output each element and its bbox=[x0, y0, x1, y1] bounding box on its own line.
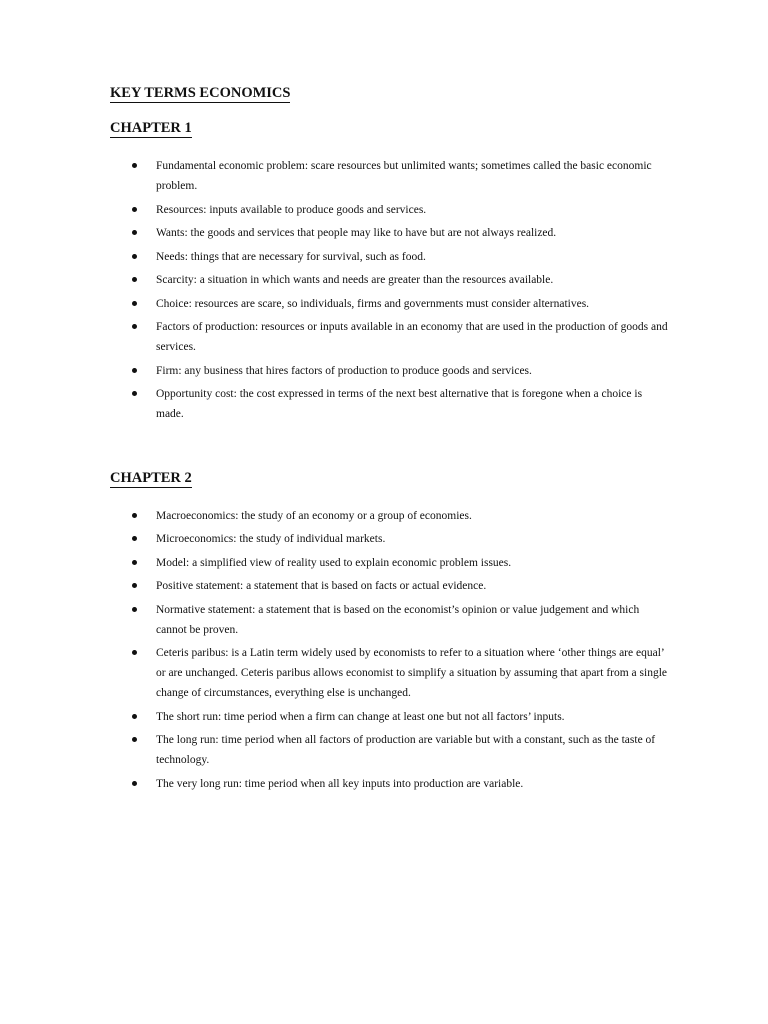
term-text: The long run: time period when all factors of production are variable but with a constant, such as the taste of technology. bbox=[156, 734, 656, 766]
list-item bbox=[110, 553, 670, 573]
term-text: Factors of production: resources or inputs available in an economy that are used in the production of goods and services. bbox=[156, 321, 668, 353]
bullet-icon bbox=[132, 254, 137, 259]
bullet-icon bbox=[132, 650, 137, 655]
bullet-icon bbox=[132, 230, 137, 235]
bullet-icon bbox=[132, 536, 137, 541]
term-text: The very long run: time period when all key inputs into production are variable. bbox=[156, 777, 524, 790]
term-text: Microeconomics: the study of individual markets. bbox=[156, 533, 386, 545]
term-text: Resources: inputs available to produce goods and services. bbox=[156, 203, 427, 216]
list-item bbox=[110, 200, 670, 220]
bullet-icon bbox=[132, 737, 137, 742]
chapter-1-heading: CHAPTER 1 bbox=[110, 120, 192, 136]
list-item bbox=[110, 294, 670, 314]
bullet-icon bbox=[132, 714, 137, 719]
term-text: The short run: time period when a firm can change at least one but not all factors’ inputs. bbox=[156, 710, 565, 723]
chapter-2-section bbox=[110, 428, 670, 794]
chapter-1-section bbox=[110, 103, 670, 424]
term-text: Wants: the goods and services that people may like to have but are not always realized. bbox=[156, 227, 557, 239]
term-text: Normative statement: a statement that is based on the economist’s opinion or value judgement and which cannot be proven. bbox=[156, 603, 640, 636]
list-item bbox=[110, 384, 670, 424]
list-item bbox=[110, 223, 670, 243]
bullet-icon bbox=[132, 513, 137, 518]
list-item bbox=[110, 707, 670, 727]
term-text: Fundamental economic problem: scare resources but unlimited wants; sometimes called the basic economic problem. bbox=[156, 160, 652, 192]
bullet-icon bbox=[132, 301, 137, 306]
bullet-icon bbox=[132, 277, 137, 282]
term-text: Positive statement: a statement that is based on facts or actual evidence. bbox=[156, 580, 487, 592]
bullet-icon bbox=[132, 368, 137, 373]
bullet-icon bbox=[132, 781, 137, 786]
list-item bbox=[110, 643, 670, 703]
list-item bbox=[110, 600, 670, 640]
bullet-icon bbox=[132, 560, 137, 565]
list-item bbox=[110, 576, 670, 596]
chapter-1-term-list bbox=[110, 156, 670, 424]
term-text: Needs: things that are necessary for survival, such as food. bbox=[156, 250, 426, 263]
bullet-icon bbox=[132, 607, 137, 612]
list-item bbox=[110, 730, 670, 770]
term-text: Firm: any business that hires factors of production to produce goods and services. bbox=[156, 364, 532, 377]
chapter-2-heading: CHAPTER 2 bbox=[110, 469, 192, 486]
list-item bbox=[110, 247, 670, 267]
term-text: Scarcity: a situation in which wants and needs are greater than the resources available. bbox=[156, 274, 554, 286]
term-text: Model: a simplified view of reality used to explain economic problem issues. bbox=[156, 556, 512, 569]
document-page bbox=[110, 84, 670, 797]
term-text: Opportunity cost: the cost expressed in terms of the next best alternative that is foregone when a choice is made. bbox=[156, 388, 643, 420]
term-text: Ceteris paribus: is a Latin term widely used by economists to refer to a situation where ‘other things are equal’ or are unchanged. Ceteris paribus allows economist to simplify a situation by assuming that apart from a single change of circumstances, everything else is unchanged. bbox=[156, 647, 667, 699]
list-item bbox=[110, 361, 670, 381]
document-title: KEY TERMS ECONOMICS bbox=[110, 85, 291, 101]
list-item bbox=[110, 317, 670, 357]
bullet-icon bbox=[132, 207, 137, 212]
bullet-icon bbox=[132, 583, 137, 588]
list-item bbox=[110, 774, 670, 794]
bullet-icon bbox=[132, 324, 137, 329]
bullet-icon bbox=[132, 163, 137, 168]
list-item bbox=[110, 156, 670, 196]
bullet-icon bbox=[132, 391, 137, 396]
list-item bbox=[110, 270, 670, 290]
term-text: Choice: resources are scare, so individuals, firms and governments must consider alternatives. bbox=[156, 297, 590, 310]
list-item bbox=[110, 506, 670, 526]
term-text: Macroeconomics: the study of an economy or a group of economies. bbox=[156, 509, 472, 522]
chapter-2-term-list bbox=[110, 506, 670, 794]
list-item bbox=[110, 529, 670, 549]
